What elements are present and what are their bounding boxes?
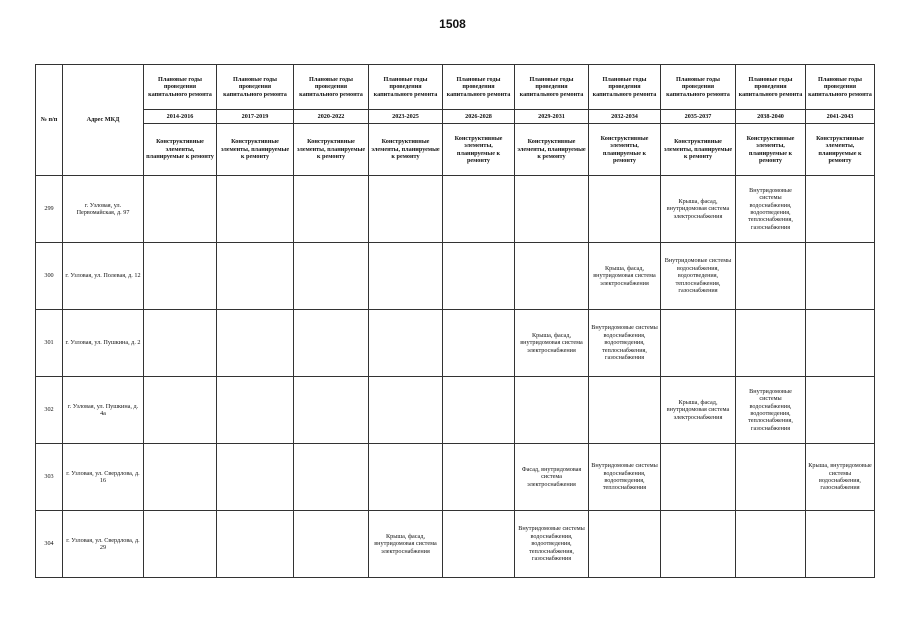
work-cell: Внутридомовые системы водоснабжения, водоотведения, теплоснабжения, газоснабжения	[736, 176, 806, 243]
work-cell	[736, 511, 806, 578]
row-number: 303	[36, 444, 63, 511]
work-cell	[144, 176, 217, 243]
work-cell: Внутридомовые системы водоснабжения, водоотведения, теплоснабжения, газоснабжения	[736, 377, 806, 444]
work-cell	[443, 377, 515, 444]
elements-label: Конструктивные элементы, планируемые к ремонту	[217, 124, 294, 176]
work-cell	[369, 176, 443, 243]
period-years: 2029-2031	[515, 110, 589, 124]
work-cell	[217, 444, 294, 511]
period-heading: Плановые годы проведения капитального ремонта	[217, 65, 294, 110]
period-heading: Плановые годы проведения капитального ремонта	[144, 65, 217, 110]
row-address: г. Узловая, ул. Свердлова, д. 29	[63, 511, 144, 578]
row-number: 301	[36, 310, 63, 377]
elements-label: Конструктивные элементы, планируемые к ремонту	[806, 124, 875, 176]
work-cell	[144, 377, 217, 444]
work-cell	[443, 511, 515, 578]
work-cell	[369, 310, 443, 377]
capital-repair-plan-table	[35, 64, 875, 578]
period-heading: Плановые годы проведения капитального ремонта	[515, 65, 589, 110]
period-years: 2026-2028	[443, 110, 515, 124]
work-cell: Крыша, фасад, внутридомовая система электроснабжения	[661, 176, 736, 243]
work-cell	[589, 176, 661, 243]
header-address: Адрес МКД	[63, 65, 144, 176]
period-years: 2023-2025	[369, 110, 443, 124]
period-heading: Плановые годы проведения капитального ремонта	[369, 65, 443, 110]
period-heading: Плановые годы проведения капитального ремонта	[294, 65, 369, 110]
header-number: № п/п	[36, 65, 63, 176]
row-address: г. Узловая, ул. Первомайская, д. 97	[63, 176, 144, 243]
work-cell	[736, 310, 806, 377]
work-cell	[661, 511, 736, 578]
period-years: 2020-2022	[294, 110, 369, 124]
work-cell	[217, 377, 294, 444]
period-heading: Плановые годы проведения капитального ремонта	[806, 65, 875, 110]
row-address: г. Узловая, ул. Пушкина, д. 4а	[63, 377, 144, 444]
work-cell: Фасад, внутридомовая система электроснабжения	[515, 444, 589, 511]
work-cell	[144, 310, 217, 377]
work-cell	[515, 243, 589, 310]
period-heading: Плановые годы проведения капитального ремонта	[736, 65, 806, 110]
work-cell	[294, 444, 369, 511]
work-cell: Внутридомовые системы водоснабжения, водоотведения, теплоснабжения, газоснабжения	[515, 511, 589, 578]
work-cell	[369, 444, 443, 511]
work-cell	[217, 310, 294, 377]
work-cell	[217, 511, 294, 578]
table-row	[36, 243, 875, 310]
work-cell: Крыша, фасад, внутридомовая система электроснабжения	[661, 377, 736, 444]
work-cell	[661, 310, 736, 377]
work-cell	[144, 243, 217, 310]
row-number: 300	[36, 243, 63, 310]
work-cell	[443, 444, 515, 511]
work-cell	[806, 511, 875, 578]
elements-label: Конструктивные элементы, планируемые к ремонту	[144, 124, 217, 176]
row-address: г. Узловая, ул. Пушкина, д. 2	[63, 310, 144, 377]
header-row-elements	[36, 124, 875, 176]
row-address: г. Узловая, ул. Свердлова, д. 16	[63, 444, 144, 511]
row-number: 304	[36, 511, 63, 578]
work-cell: Внутридомовые системы водоснабжения, водоотведения, теплоснабжения, газоснабжения	[589, 310, 661, 377]
work-cell	[443, 243, 515, 310]
work-cell: Крыша, внутридомовые системы водоснабжения, газоснабжения	[806, 444, 875, 511]
period-years: 2038-2040	[736, 110, 806, 124]
table-row	[36, 511, 875, 578]
elements-label: Конструктивные элементы, планируемые к ремонту	[515, 124, 589, 176]
work-cell	[806, 377, 875, 444]
work-cell	[589, 377, 661, 444]
elements-label: Конструктивные элементы, планируемые к ремонту	[736, 124, 806, 176]
work-cell	[806, 243, 875, 310]
work-cell	[736, 243, 806, 310]
work-cell	[294, 243, 369, 310]
work-cell	[369, 243, 443, 310]
work-cell: Крыша, фасад, внутридомовая система электроснабжения	[515, 310, 589, 377]
elements-label: Конструктивные элементы, планируемые к ремонту	[294, 124, 369, 176]
work-cell	[144, 444, 217, 511]
work-cell	[443, 310, 515, 377]
work-cell	[369, 377, 443, 444]
elements-label: Конструктивные элементы, планируемые к ремонту	[369, 124, 443, 176]
work-cell	[294, 377, 369, 444]
page-number: 1508	[439, 17, 466, 31]
period-years: 2014-2016	[144, 110, 217, 124]
work-cell	[589, 511, 661, 578]
work-cell	[661, 444, 736, 511]
elements-label: Конструктивные элементы, планируемые к ремонту	[661, 124, 736, 176]
row-address: г. Узловая, ул. Полевая, д. 12	[63, 243, 144, 310]
period-heading: Плановые годы проведения капитального ремонта	[589, 65, 661, 110]
work-cell: Крыша, фасад, внутридомовая система электроснабжения	[589, 243, 661, 310]
period-years: 2017-2019	[217, 110, 294, 124]
table-row	[36, 176, 875, 243]
work-cell: Крыша, фасад, внутридомовая система электроснабжения	[369, 511, 443, 578]
work-cell: Внутридомовые системы водоснабжения, водоотведения, теплоснабжения	[589, 444, 661, 511]
elements-label: Конструктивные элементы, планируемые к ремонту	[589, 124, 661, 176]
work-cell	[144, 511, 217, 578]
work-cell	[806, 310, 875, 377]
work-cell	[515, 377, 589, 444]
table-row	[36, 377, 875, 444]
period-years: 2035-2037	[661, 110, 736, 124]
period-years: 2032-2034	[589, 110, 661, 124]
table-row	[36, 310, 875, 377]
work-cell	[294, 176, 369, 243]
work-cell	[806, 176, 875, 243]
header-row-years	[36, 110, 875, 124]
table-row	[36, 444, 875, 511]
row-number: 302	[36, 377, 63, 444]
work-cell	[217, 176, 294, 243]
period-heading: Плановые годы проведения капитального ремонта	[661, 65, 736, 110]
period-heading: Плановые годы проведения капитального ремонта	[443, 65, 515, 110]
work-cell	[515, 176, 589, 243]
header-row-periods	[36, 65, 875, 110]
period-years: 2041-2043	[806, 110, 875, 124]
row-number: 299	[36, 176, 63, 243]
work-cell	[736, 444, 806, 511]
work-cell: Внутридомовые системы водоснабжения, водоотведения, теплоснабжения, газоснабжения	[661, 243, 736, 310]
elements-label: Конструктивные элементы, планируемые к ремонту	[443, 124, 515, 176]
work-cell	[217, 243, 294, 310]
work-cell	[294, 310, 369, 377]
work-cell	[294, 511, 369, 578]
work-cell	[443, 176, 515, 243]
